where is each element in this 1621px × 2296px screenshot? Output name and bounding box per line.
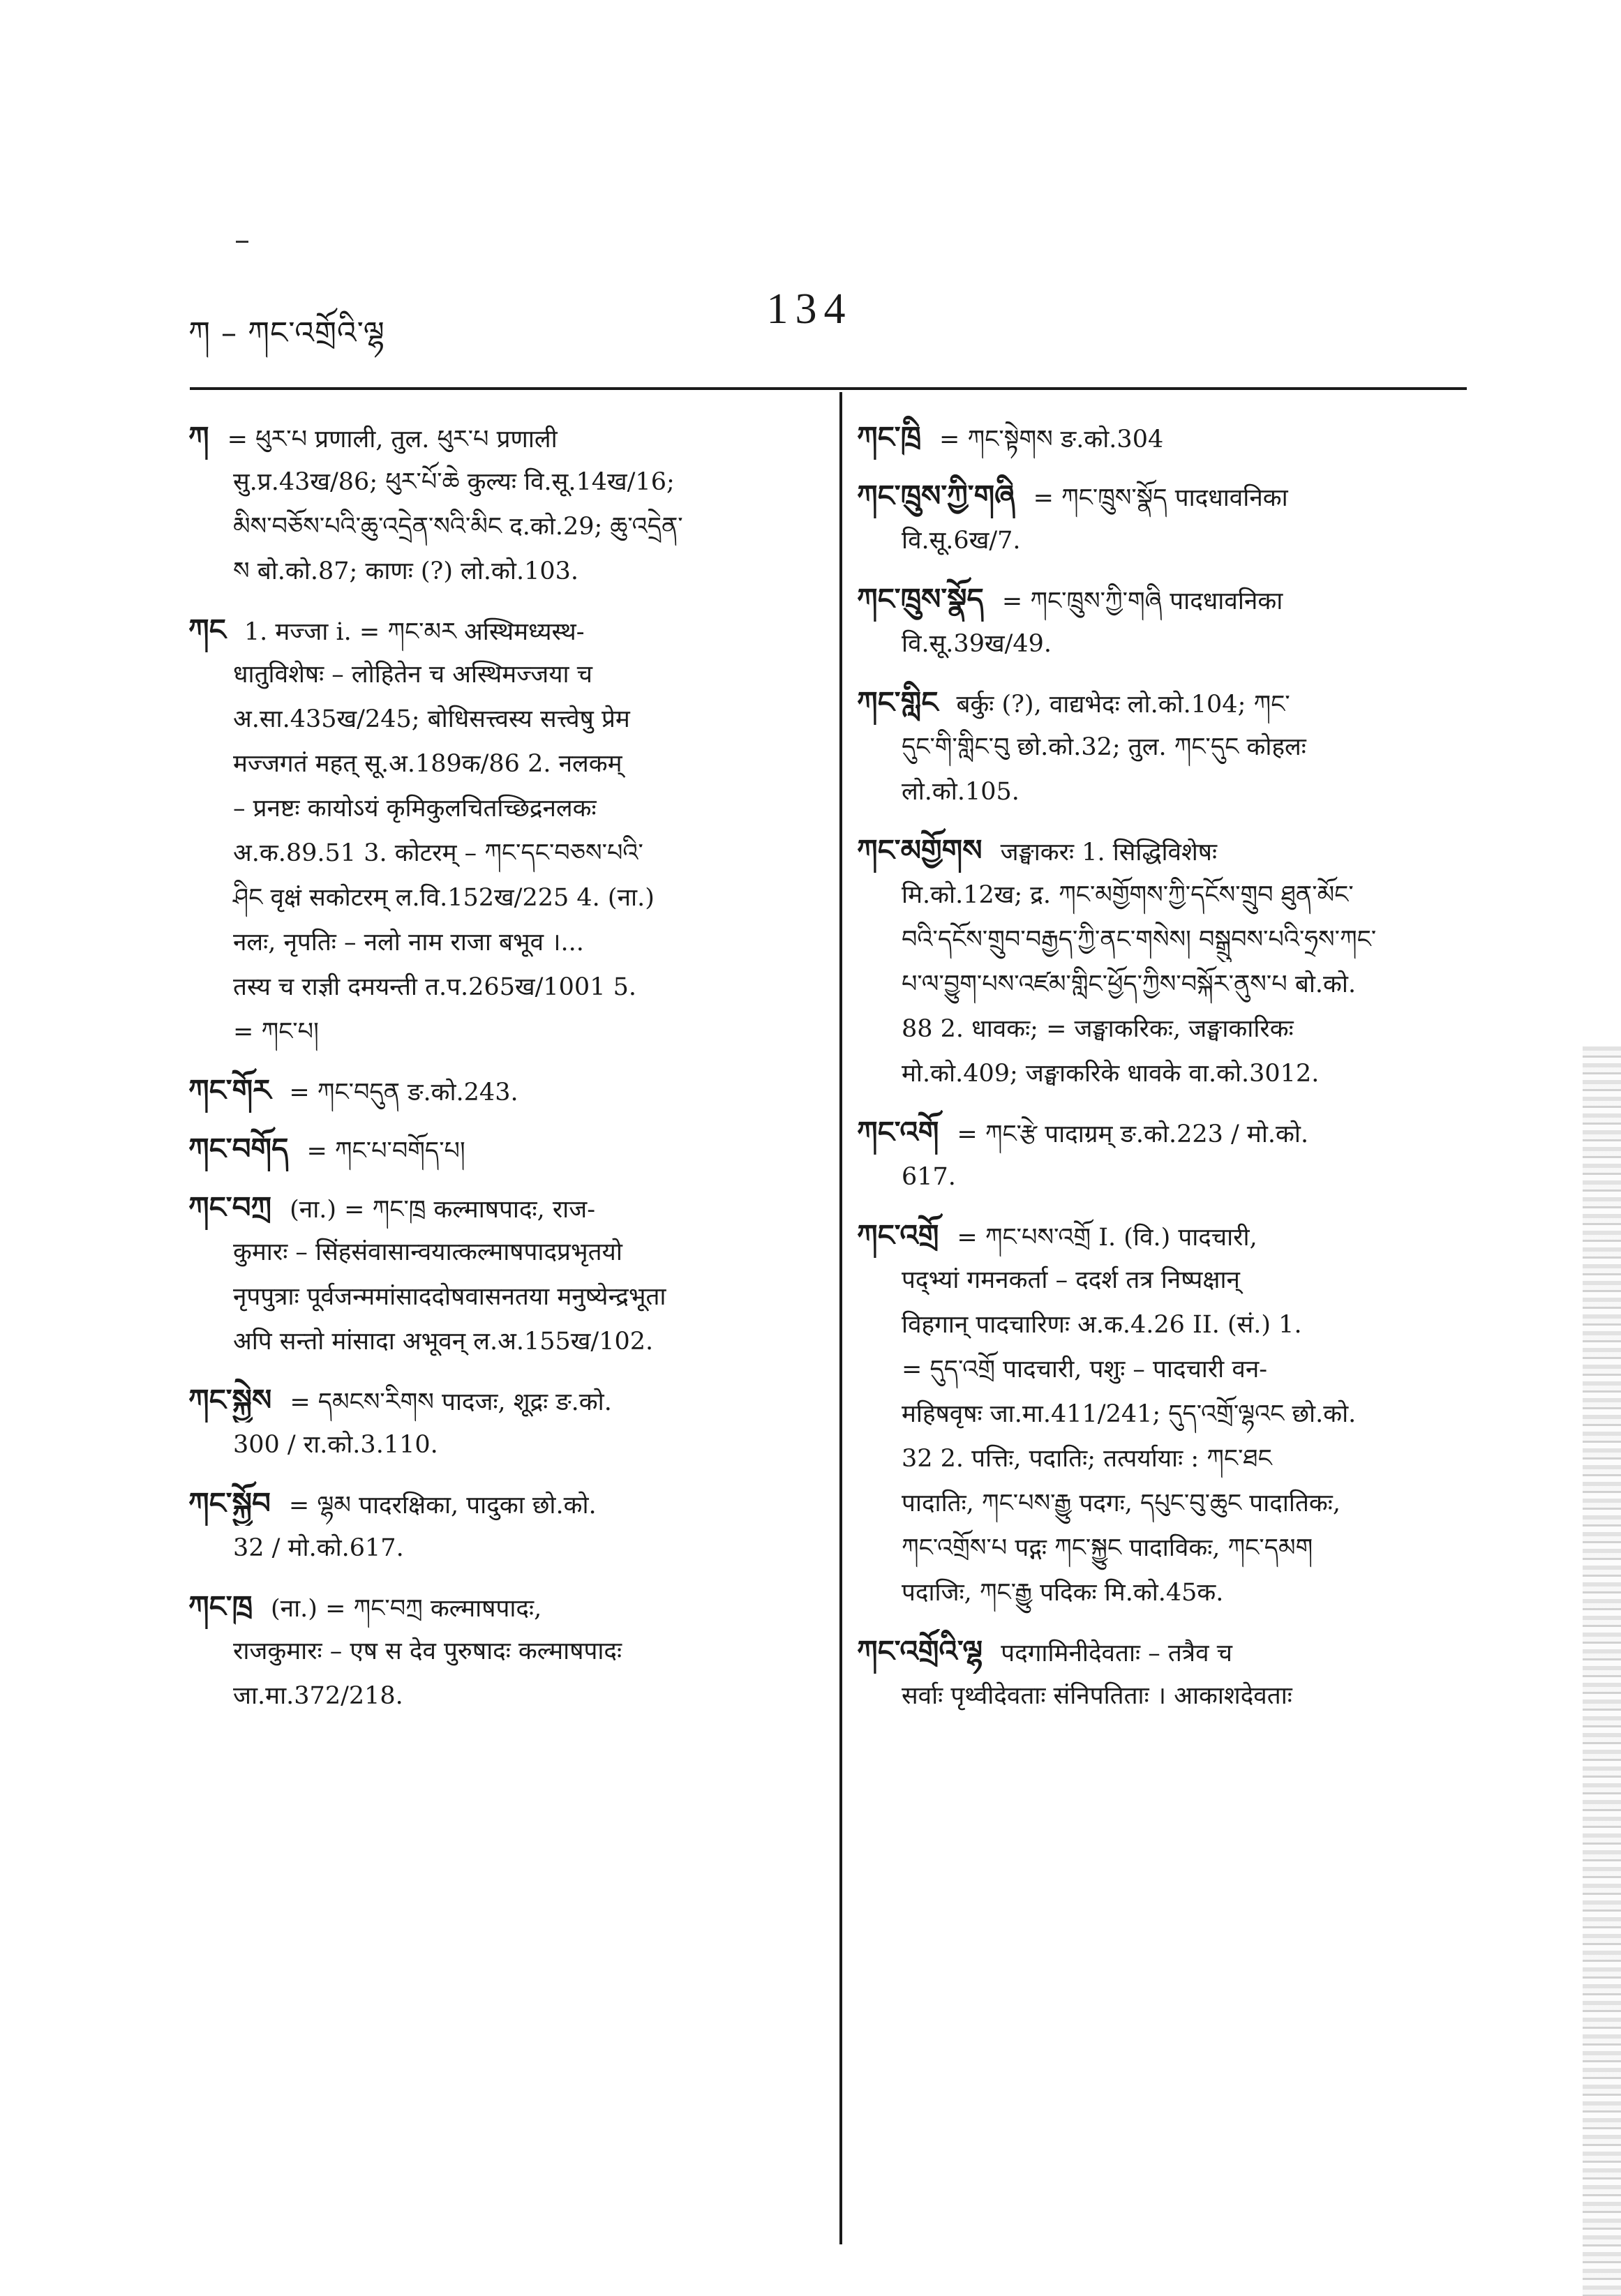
entry-text: དུང་གི་གླིང་བུ छो.को.32; तुल. ཀང་དུང कोहलः: [902, 733, 1306, 761]
entry-text: पद्भ्यां गमनकर्ता – ददर्श तत्र निष्पक्षान्: [902, 1266, 1240, 1294]
entry-line: [857, 518, 1467, 563]
running-header: ཀ – ཀང་འགྲོའི་ལྷ: [188, 315, 385, 351]
entry-line: [188, 1674, 816, 1718]
entry-line: [188, 1010, 816, 1054]
entry-text: 300 / रा.को.3.110.: [233, 1431, 438, 1459]
headword: ཀང་ཁྲུས་སྣོད: [857, 582, 984, 616]
entry-text: मि.को.12ख; द्र. ཀང་མགྱོགས་ཀྱི་དངོས་གྲུབ ཐུན་མོང་: [902, 881, 1354, 909]
entry-text: = ལྷམ पादरक्षिका, पादुका छो.को.: [288, 1492, 597, 1520]
entry-text: पदाजिः, ཀང་རྒྱུ पदिकः मि.को.45क.: [902, 1579, 1224, 1607]
entry-text: = དུད་འགྲོ पादचारी, पशुः – पादचारी वन-: [902, 1356, 1268, 1383]
entry-first-line: [857, 1213, 1467, 1258]
scan-mark: [236, 241, 248, 243]
entry-text: लो.को.105.: [902, 778, 1019, 806]
dictionary-entry: [857, 415, 1467, 460]
headword: ཀང་བཀྲ: [188, 1190, 272, 1224]
entry-text: बर्कुः (?), वाद्यभेदः लो.को.104; ཀང་: [956, 691, 1290, 719]
entry-line: [188, 965, 816, 1010]
entry-first-line: [188, 1185, 816, 1230]
column-divider: [839, 392, 842, 2244]
entry-text: = ཕུར་པ प्रणाली, तुल. ཕུར་པ प्रणाली: [227, 426, 558, 453]
entry-text: पादातिः, ཀང་པས་རྒྱུ पदगः, དཔུང་བུ་ཆུང पादातिकः,: [902, 1490, 1340, 1517]
entry-text: वि.सू.6ख/7.: [902, 527, 1021, 555]
entry-line: [188, 742, 816, 786]
entry-text: नलः, नृपतिः – नलो नाम राजा बभूव ।...: [233, 929, 584, 956]
dictionary-entry: [857, 1213, 1467, 1615]
headword: ཀ: [188, 420, 209, 454]
entry-first-line: [188, 608, 816, 652]
dictionary-entry: [188, 1127, 816, 1171]
dictionary-entry: [188, 1378, 816, 1467]
entry-text: = ཀང་པས་འགྲོ I. (वि.) पादचारी,: [957, 1224, 1257, 1252]
headword: ཀང་གླིང: [857, 685, 939, 719]
entry-line: [857, 622, 1467, 666]
entry-text: མིས་བཅོས་པའི་ཆུ་འདྲེན་སའི་མིང द.को.29; ཆུ་འདྲེན་: [233, 513, 683, 541]
entry-text: 88 2. धावकः; = जङ्घाकरिकः, जङ्घाकारिकः: [902, 1015, 1294, 1043]
entry-line: [857, 1570, 1467, 1615]
entry-text: सर्वाः पृथ्वीदेवताः संनिपतिताः । आकाशदेवताः: [902, 1682, 1292, 1710]
entry-text: सु.प्र.43ख/86; ཕུར་པོ་ཆེ कुल्यः वि.सू.14ख/16;: [233, 468, 675, 496]
entry-line: [188, 1526, 816, 1570]
entry-first-line: [857, 415, 1467, 460]
entry-text: = ཀང་པ་བགོད་པ།: [306, 1137, 465, 1165]
entry-line: [188, 786, 816, 831]
entry-text: मो.को.409; जङ्घाकरिके धावके वा.को.3012.: [902, 1060, 1320, 1088]
entry-text: = ཀང་ཁྲུས་ཀྱི་གཞི पादधावनिका: [1001, 587, 1283, 615]
entry-line: [188, 1319, 816, 1364]
headword: ཀང་འགོ: [857, 1115, 939, 1149]
entry-line: [857, 725, 1467, 770]
dictionary-entry: [188, 1481, 816, 1570]
entry-text: ཤིང वृक्षं सकोटरम् ल.वि.152ख/225 4. (ना.): [233, 884, 655, 912]
entry-line: [857, 1526, 1467, 1570]
entry-line: [857, 1392, 1467, 1436]
entry-line: [188, 652, 816, 697]
entry-line: [857, 1051, 1467, 1096]
entry-text: अ.क.89.51 3. कोटरम् – ཀང་དང་བཅས་པའི་: [233, 839, 643, 867]
entry-first-line: [188, 1068, 816, 1113]
entry-text: (ना.) = ཀང་ཁྲ कल्माषपादः, राज-: [290, 1196, 596, 1224]
entry-line: [857, 917, 1467, 962]
entry-text: 617.: [902, 1163, 956, 1191]
entry-text: महिषवृषः जा.मा.411/241; དུད་འགྲོ་ལྷའང छो.को.: [902, 1400, 1357, 1428]
entry-line: [857, 1674, 1467, 1718]
entry-first-line: [188, 1378, 816, 1423]
entry-line: [188, 920, 816, 965]
entry-text: པ་ལ་བྱུག་པས་འཛམ་གླིང་ཕྱོད་ཀྱིས་བསྐོར་ནུས་པ बो.को.: [902, 970, 1357, 998]
entry-text: = ཀང་བདུན ङ.को.243.: [289, 1079, 518, 1106]
entry-line: [857, 1436, 1467, 1481]
headword: ཀང་ཁྲི: [857, 420, 922, 454]
headword: ཀང་བགོད: [188, 1132, 289, 1166]
dictionary-entry: [857, 828, 1467, 1096]
entry-text: = ཀང་རྩེ पादाग्रम् ङ.को.223 / मो.को.: [957, 1120, 1309, 1148]
headword: ཀང་འགྲོ: [857, 1218, 939, 1252]
header-rule: [190, 387, 1467, 390]
headword: ཀང: [188, 613, 226, 647]
entry-text: अ.सा.435ख/245; बोधिसत्त्वस्य सत्त्वेषु प्रेम: [233, 705, 630, 733]
dictionary-entry: [188, 415, 816, 594]
entry-first-line: [857, 474, 1467, 518]
dictionary-entry: [188, 1584, 816, 1718]
entry-first-line: [188, 1481, 816, 1526]
entry-text: = ཀང་པ།: [233, 1018, 319, 1046]
headword: ཀང་འགྲོའི་ལྷ: [857, 1634, 983, 1668]
entry-text: (ना.) = ཀང་བཀྲ कल्माषपादः,: [271, 1595, 542, 1623]
entry-line: [188, 549, 816, 594]
entry-text: = ཀང་སྟེགས ङ.को.304: [939, 426, 1164, 453]
entry-text: धातुविशेषः – लोहितेन च अस्थिमज्जया च: [233, 661, 592, 689]
headword: ཀང་སྐྱོབ: [188, 1486, 271, 1520]
entry-line: [857, 1303, 1467, 1347]
left-column: [188, 415, 816, 1732]
entry-line: [188, 831, 816, 876]
dictionary-entry: [857, 1110, 1467, 1199]
entry-first-line: [857, 1629, 1467, 1674]
entry-line: [857, 1258, 1467, 1303]
dictionary-entry: [188, 608, 816, 1054]
entry-first-line: [188, 1127, 816, 1171]
entry-text: བའི་དངོས་གྲུབ་བརྒྱད་ཀྱི་ནང་གསེས། བསྒྲུབས་པའི་ཧྲས་ཀང་: [902, 926, 1377, 954]
entry-text: विहगान् पादचारिणः अ.क.4.26 II. (सं.) 1.: [902, 1311, 1302, 1339]
entry-text: जङ्घाकरः 1. सिद्धिविशेषः: [1000, 839, 1218, 866]
entry-text: 32 2. पत्तिः, पदातिः; तत्पर्यायाः : ཀང་ཐང: [902, 1445, 1272, 1473]
entry-text: – प्रनष्टः कायोऽयं कृमिकुलचितच्छिद्रनलकः: [233, 795, 597, 823]
entry-first-line: [188, 1584, 816, 1629]
entry-text: तस्य च राज्ञी दमयन्ती त.प.265ख/1001 5.: [233, 973, 636, 1001]
entry-text: मज्जगतं महत् सू.अ.189क/86 2. नलकम्: [233, 750, 622, 778]
entry-first-line: [857, 1110, 1467, 1155]
entry-line: [188, 876, 816, 920]
entry-line: [857, 962, 1467, 1007]
headword: ཀང་སྐྱེས: [188, 1383, 272, 1417]
dictionary-entry: [857, 577, 1467, 666]
entry-line: [188, 504, 816, 549]
entry-first-line: [857, 680, 1467, 725]
entry-line: [857, 1007, 1467, 1051]
entry-line: [188, 1275, 816, 1319]
entry-line: [857, 1481, 1467, 1526]
headword: ཀང་ཁྲུས་ཀྱི་གཞི: [857, 479, 1015, 513]
headword: ཀང་ཁྲ: [188, 1589, 253, 1623]
headword: ཀང་མགྱོགས: [857, 833, 983, 867]
right-column: [857, 415, 1467, 1732]
entry-text: कुमारः – सिंहसंवासान्वयात्कल्माषपादप्रभृतयो: [233, 1238, 622, 1266]
headword: ཀང་གོར: [188, 1073, 271, 1107]
page-number: 134: [766, 285, 853, 333]
entry-text: = དམངས་རིགས पादजः, शूद्रः ङ.को.: [290, 1388, 612, 1416]
entry-first-line: [188, 415, 816, 460]
entry-line: [188, 460, 816, 504]
entry-line: [188, 1629, 816, 1674]
entry-text: नृपपुत्राः पूर्वजन्ममांसाददोषवासनतया मनुष्येन्द्रभूता: [233, 1283, 666, 1311]
entry-line: [857, 1347, 1467, 1392]
dictionary-entry: [188, 1185, 816, 1364]
entry-text: ཀང་འགྲོས་པ पद्गः ཀང་སྐྱུང पादाविकः, ཀང་དམག: [902, 1534, 1313, 1562]
entry-text: वि.सू.39ख/49.: [902, 630, 1052, 658]
entry-line: [857, 770, 1467, 814]
entry-line: [857, 1155, 1467, 1199]
entry-text: राजकुमारः – एष स देव पुरुषादः कल्माषपादः: [233, 1637, 622, 1665]
entry-line: [188, 1230, 816, 1275]
dictionary-entry: [857, 474, 1467, 563]
scan-edge: [1583, 1046, 1621, 2296]
entry-text: = ཀང་ཁྲུས་སྣོད पादधावनिका: [1033, 484, 1288, 512]
dictionary-entry: [188, 1068, 816, 1113]
entry-text: अपि सन्तो मांसादा अभूवन् ल.अ.155ख/102.: [233, 1328, 654, 1356]
entry-text: पदगामिनीदेवताः – तत्रैव च: [1001, 1640, 1232, 1667]
dictionary-entry: [857, 680, 1467, 814]
entry-first-line: [857, 577, 1467, 622]
entry-line: [857, 873, 1467, 917]
entry-line: [188, 697, 816, 742]
entry-line: [188, 1423, 816, 1467]
entry-text: ས बो.को.87; काणः (?) लो.को.103.: [233, 557, 579, 585]
entry-text: 32 / मो.को.617.: [233, 1534, 404, 1562]
entry-text: 1. मज्जा i. = ཀང་མར अस्थिमध्यस्थ-: [244, 618, 585, 646]
entry-text: जा.मा.372/218.: [233, 1682, 403, 1710]
entry-first-line: [857, 828, 1467, 873]
dictionary-entry: [857, 1629, 1467, 1718]
